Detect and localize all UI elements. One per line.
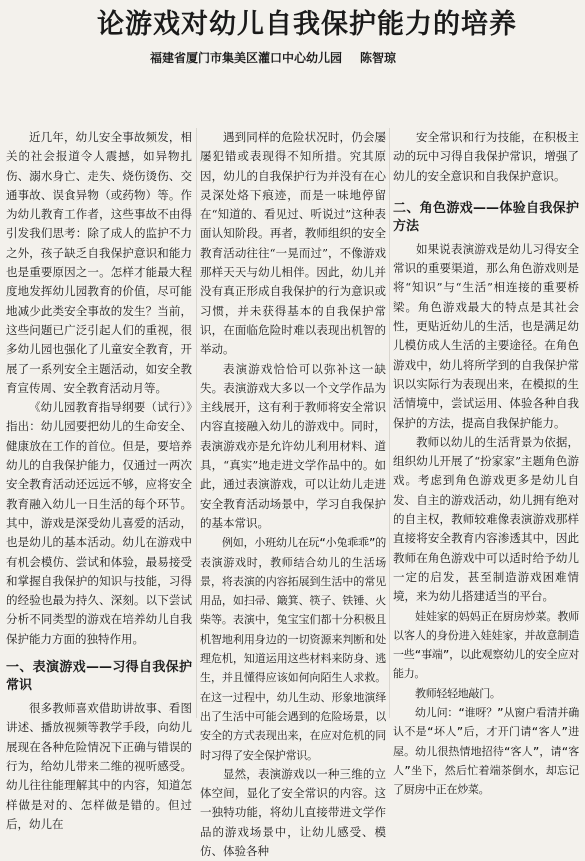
author-name: 陈智琼 <box>360 51 397 65</box>
paragraph: 安全常识和行为技能，在积极主动的玩中习得自我保护常识，增强了幼儿的安全意识和自我保护意识。 <box>393 130 579 183</box>
section-heading: 二、角色游戏——体验自我保护方法 <box>393 200 579 234</box>
paragraph: 很多教师喜欢借助讲故事、看图讲述、播放视频等教学手段，向幼儿展现在各种危险情况下正确与错误的行为，给幼儿带来二维的视听感受。幼儿往往能理解其中的内容，知道怎样做是对的、怎样做是错的。但过后，幼儿在 <box>6 701 192 831</box>
paragraph: 显然，表演游戏以一种三维的立体空间，显化了安全常识的内容。这一独特功能，将幼儿直接带进文学作品的游戏场景中，让幼儿感受、模仿、体验各种 <box>200 766 386 858</box>
text-column-2 <box>200 128 386 861</box>
author-affiliation: 福建省厦门市集美区灌口中心幼儿园 <box>150 51 343 65</box>
paragraph: 教师以幼儿的生活背景为依据，组织幼儿开展了“扮家家”主题角色游戏。考虑到角色游戏更多是幼儿自发、自主的游戏活动，幼儿拥有绝对的自主权，教师较难像表演游戏那样直接将安全教育内容渗透其中，因此教师在角色游戏中可以适时给予幼儿一定的启发，甚至制造游戏困难情境，来为幼儿搭建适当的平台。 <box>393 434 579 604</box>
paragraph: 表演游戏恰恰可以弥补这一缺失。表演游戏大多以一个文学作品为主线展开，这有利于教师将安全常识内容直接融入幼儿的游戏中。同时，表演游戏亦是允许幼儿利用材料、道具，“真实”地走进文学作品中的。如此，通过表演游戏，可以让幼儿走进安全教育活动场景中，学习自我保护的基本常识。 <box>200 361 386 530</box>
example-paragraph: 娃娃家的妈妈正在厨房炒菜。教师以客人的身份进入娃娃家，并故意制造一些“事端”，以此观察幼儿的安全应对能力。 <box>393 609 579 681</box>
article-byline <box>150 50 450 66</box>
article-title: 论游戏对幼儿自我保护能力的培养 <box>97 9 517 40</box>
paragraph: 如果说表演游戏是幼儿习得安全常识的重要渠道，那么角色游戏则是将“知识”与“生活”相连接的重要桥梁。角色游戏最大的特点是其社会性，更贴近幼儿的生活，也是满足幼儿模仿成人生活的主要途径。在角色游戏中，幼儿将所学到的自我保护常识以实际行为表现出来，在模拟的生活情境中，尝试运用、体验各种自我保护的方法，提高自我保护能力。 <box>393 241 579 430</box>
paragraph: 遇到同样的危险状况时，仍会屡屡犯错或表现得不知所措。究其原因，幼儿的自我保护行为并没有在心灵深处烙下痕迹，而是一味地停留在“知道的、看见过、听说过”这种表面认知阶段。再者，教师组织的安全教育活动往往“一晃而过”，不像游戏那样天天与幼儿相伴。因此，幼儿并没有真正形成自我保护的行为意识或习惯，并未获得基本的自我保护常识，在面临危险时难以表现出机智的举动。 <box>200 130 386 357</box>
column-divider <box>196 128 197 718</box>
example-paragraph: 幼儿问：“谁呀？”从窗户看清并确认不是“坏人”后，才开门请“客人”进屋。幼儿很热情地招待“客人”，请“客人”坐下，然后忙着端茶倒水，却忘记了厨房中正在炒菜。 <box>393 706 579 797</box>
section-heading: 一、表演游戏——习得自我保护常识 <box>6 660 192 694</box>
paragraph: 近几年，幼儿安全事故频发，相关的社会报道令人震撼，如异物扎伤、溺水身亡、走失、烧伤烫伤、交通事故、误食异物（或药物）等。作为幼儿教育工作者，这些事故不由得引发我们思考：除了成人的监护不力之外，孩子缺乏自我保护意识和能力也是重要原因之一。怎样才能最大程度地发挥幼儿园教育的价值，尽可能地减少此类安全事故的发生？当前，这些问题已广泛引起人们的重视，很多幼儿园也强化了儿童安全教育，开展了一系列安全主题活动，如安全教育宣传周、安全教育活动月等。 <box>6 130 192 395</box>
text-column-1 <box>6 128 192 834</box>
example-paragraph: 教师轻轻地敲门。 <box>415 686 501 700</box>
column-divider <box>389 128 390 718</box>
text-column-3 <box>393 128 579 800</box>
paragraph: 《幼儿园教育指导纲要（试行）》指出：幼儿园要把幼儿的生命安全、健康放在工作的首位。但是，要培养幼儿的自我保护能力，仅通过一两次安全教育活动还远远不够，应将安全教育融入幼儿一日生活的每个环节。其中，游戏是深受幼儿喜爱的活动，也是幼儿的基本活动。幼儿在游戏中有机会模仿、尝试和体验，最易接受和掌握自我保护的知识与技能，习得的经验也最为持久、深刻。以下尝试分析不同类型的游戏在培养幼儿自我保护能力方面的独特作用。 <box>6 400 192 646</box>
example-paragraph: 例如，小班幼儿在玩“小兔乖乖”的表演游戏时，教师结合幼儿的生活场景，将表演的内容拓展到生活中的常见用品，如扫帚、簸箕、筷子、铁锤、火柴等。表演中，兔宝宝们都十分积极且机智地利用身边的一切资源来判断和处理危机，知道运用这些材料来防身、逃生，并且懂得应该如何向陌生人求救。在这一过程中，幼儿生动、形象地演绎出了生活中可能会遇到的危险场景，以安全的方式表现出来，在应对危机的同时习得了安全保护常识。 <box>200 536 386 762</box>
